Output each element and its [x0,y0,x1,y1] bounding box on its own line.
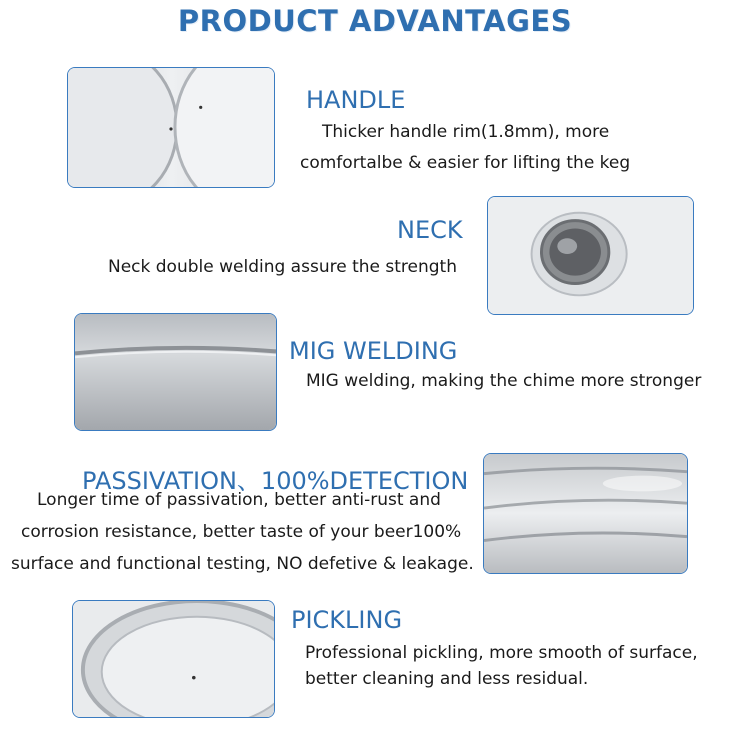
neck-desc-line-1: Neck double welding assure the strength [108,257,457,277]
pickling-desc-line-1: Professional pickling, more smooth of surface, [305,643,698,663]
handle-heading: HANDLE [306,86,406,114]
handle-desc-line-2: comfortalbe & easier for lifting the keg [300,153,631,173]
passivation-photo [483,453,688,574]
handle-desc-line-1: Thicker handle rim(1.8mm), more [322,122,610,142]
passivation-desc-line-3: surface and functional testing, NO defetive & leakage. [11,554,474,574]
passivation-desc-line-1: Longer time of passivation, better anti-rust and [37,490,441,510]
pickling-desc-line-2: better cleaning and less residual. [305,669,589,689]
passivation-desc-line-2: corrosion resistance, better taste of your beer100% [21,522,462,542]
passivation-heading: PASSIVATION、100%DETECTION [82,467,469,495]
pickling-heading: PICKLING [291,606,403,634]
neck-photo [487,196,694,315]
handle-photo [67,67,275,188]
mig-welding-photo [74,313,277,431]
neck-heading: NECK [397,216,463,244]
page-title: PRODUCT ADVANTAGES [177,4,573,38]
mig-welding-heading: MIG WELDING [289,337,458,365]
mig-welding-desc-line-1: MIG welding, making the chime more stronger [306,371,702,391]
pickling-photo [72,600,275,718]
